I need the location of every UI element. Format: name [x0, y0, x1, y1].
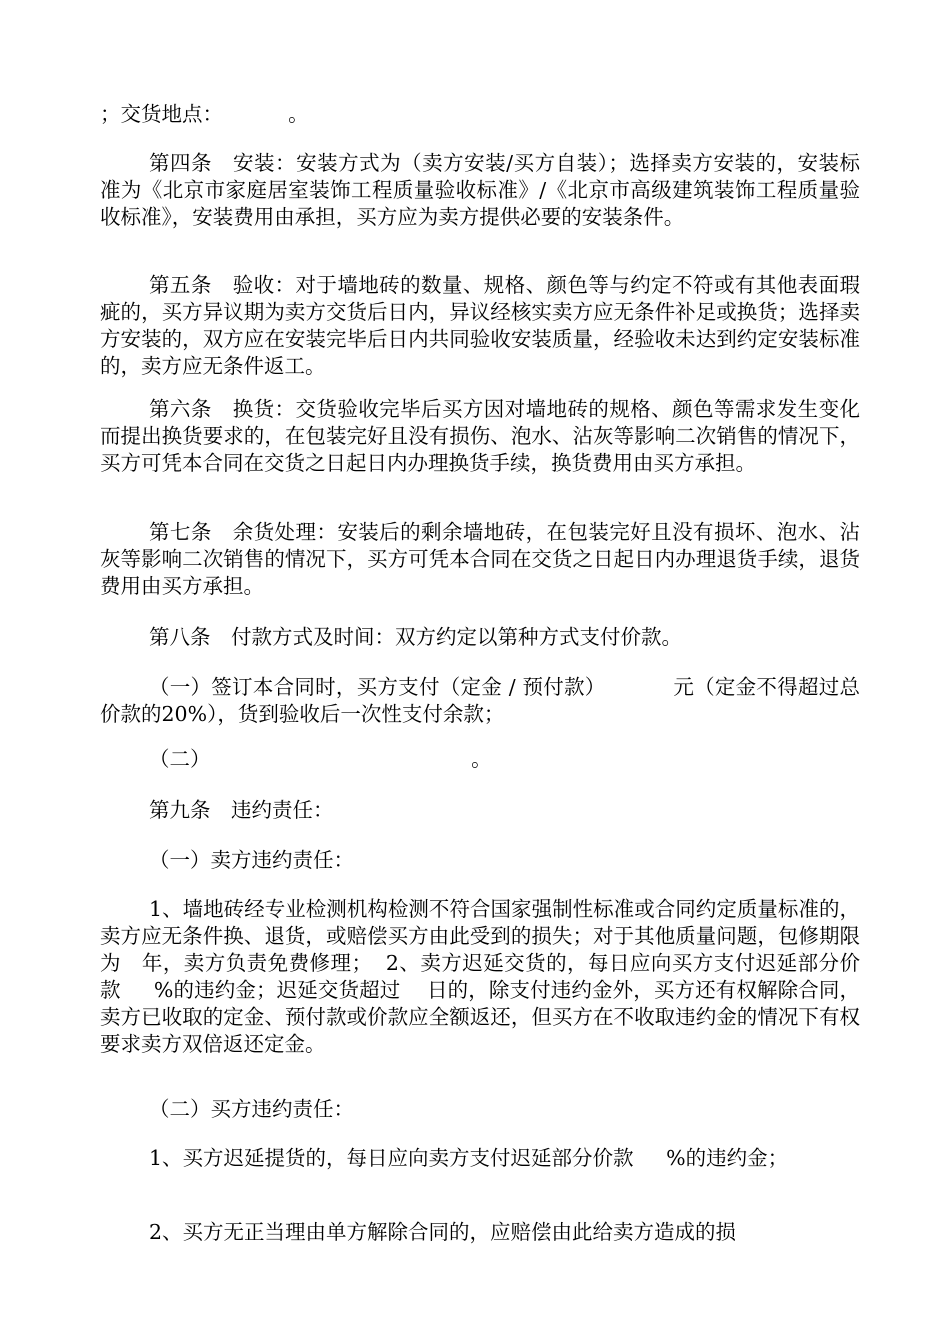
- paragraph-article-6-exchange: 第六条 换货：交货验收完毕后买方因对墙地砖的规格、颜色等需求发生变化而提出换货要求的，在包装完好且没有损伤、泡水、沾灰等影响二次销售的情况下，买方可凭本合同在交货之日起日内办理换货手续，换货费用由买方承担。: [100, 397, 860, 475]
- paragraph-article-4-installation: 第四条 安装：安装方式为（卖方安装/买方自装）；选择卖方安装的，安装标准为《北京市家庭居室装饰工程质量验收标准》/《北京市高级建筑装饰工程质量验收标准》，安装费用由承担，买方应为卖方提供必要的安装条件。: [100, 151, 860, 229]
- paragraph-buyer-liability-heading: （二）买方违约责任：: [149, 1097, 354, 1121]
- paragraph-article-8-payment: 第八条 付款方式及时间：双方约定以第种方式支付价款。: [149, 625, 682, 649]
- paragraph-delivery-location: ；交货地点： 。: [100, 102, 309, 126]
- paragraph-article-9-liability: 第九条 违约责任：: [149, 798, 334, 822]
- paragraph-payment-option-2: （二） 。: [149, 747, 492, 771]
- paragraph-buyer-liability-item-1: 1、买方迟延提货的，每日应向卖方支付迟延部分价款 %的违约金；: [149, 1146, 789, 1170]
- paragraph-seller-liability-terms: 1、墙地砖经专业检测机构检测不符合国家强制性标准或合同约定质量标准的，卖方应无条件换、退货，或赔偿买方由此受到的损失；对于其他质量问题，包修期限为 年，卖方负责免费修理； 2、卖方迟延交货的，每日应向买方支付迟延部分价款 %的违约金；迟延交货超过 日的，除支付违约金外，买方还有权解除合同，卖方已收取的定金、预付款或价款应全额返还，但买方在不收取违约金的情况下有权要求卖方双倍返还定金。: [100, 897, 860, 1056]
- paragraph-payment-option-1: （一）签订本合同时，买方支付（定金 / 预付款） 元（定金不得超过总价款的20%），货到验收后一次性支付余款；: [100, 675, 860, 726]
- paragraph-article-5-acceptance: 第五条 验收：对于墙地砖的数量、规格、颜色等与约定不符或有其他表面瑕疵的，买方异议期为卖方交货后日内，异议经核实卖方应无条件补足或换货；选择卖方安装的，双方应在安装完毕后日内共同验收安装质量，经验收未达到约定安装标准的，卖方应无条件返工。: [100, 273, 860, 378]
- paragraph-buyer-liability-item-2: 2、买方无正当理由单方解除合同的，应赔偿由此给卖方造成的损: [149, 1220, 737, 1244]
- paragraph-article-7-surplus: 第七条 余货处理：安装后的剩余墙地砖，在包装完好且没有损坏、泡水、沾灰等影响二次销售的情况下，买方可凭本合同在交货之日起日内办理退货手续，退货费用由买方承担。: [100, 520, 860, 598]
- paragraph-seller-liability-heading: （一）卖方违约责任：: [149, 848, 354, 872]
